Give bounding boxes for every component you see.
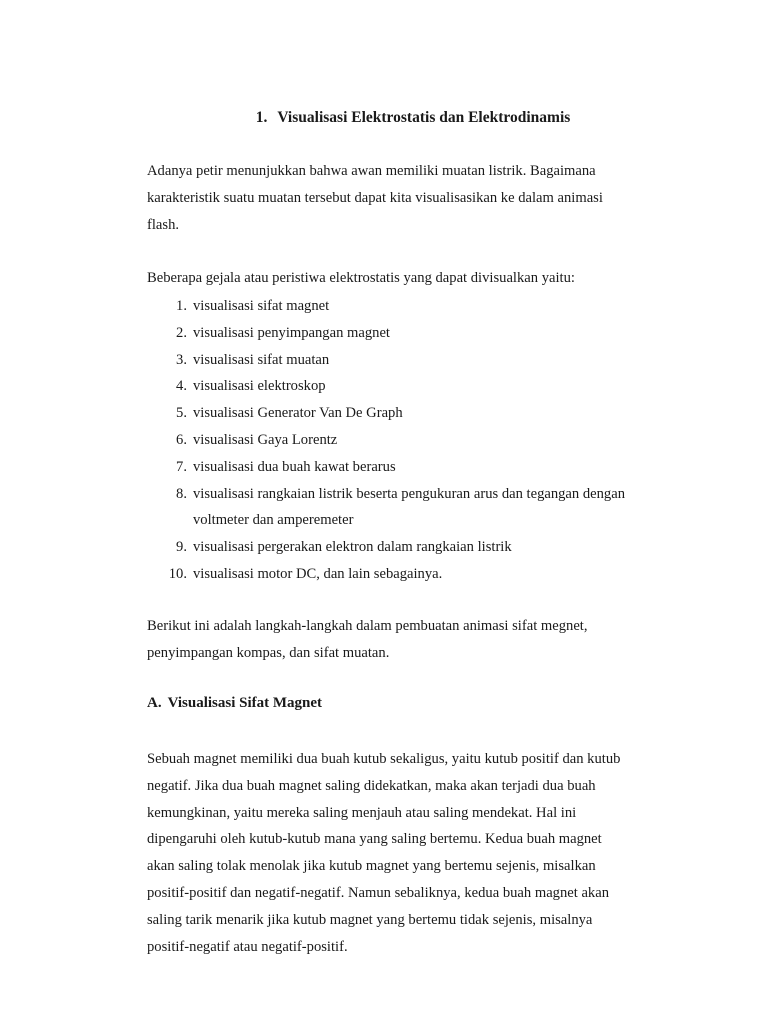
list-item-text: visualisasi dua buah kawat berarus [193, 458, 396, 475]
section-heading [0, 109, 768, 127]
text-line: karakteristik suatu muatan tersebut dapat kita visualisasikan ke dalam animasi [147, 189, 603, 206]
list-marker: 2. [176, 324, 187, 341]
text-line: Beberapa gejala atau peristiwa elektrostatis yang dapat divisualkan yaitu: [147, 270, 575, 286]
text-line: positif-negatif atau negatif-positif. [147, 938, 348, 955]
list-marker: 8. [176, 485, 187, 502]
list-marker: 1. [176, 298, 187, 314]
steps-intro-paragraph [147, 613, 667, 667]
text-line: akan saling tolak menolak jika kutub magnet yang bertemu sejenis, misalkan [147, 858, 596, 875]
list-item [147, 400, 687, 427]
list-marker: 4. [176, 378, 187, 395]
subsection-heading [147, 695, 322, 712]
text-line: kemungkinan, yaitu mereka saling menjauh atau saling mendekat. Hal ini [147, 804, 577, 821]
section-a-paragraph [147, 746, 667, 960]
subsection-title: Visualisasi Sifat Magnet [167, 695, 323, 711]
list-marker: 10. [168, 565, 187, 582]
list-item [147, 347, 687, 374]
list-item-text: visualisasi rangkaian listrik beserta pengukuran arus dan tegangan dengan [193, 485, 625, 502]
text-line: Adanya petir menunjukkan bahwa awan memiliki muatan listrik. Bagaimana [147, 163, 596, 179]
list-marker: 5. [176, 405, 187, 422]
list-item-text: voltmeter dan amperemeter [193, 512, 354, 529]
list-item [147, 481, 687, 535]
list-marker: 9. [176, 539, 187, 556]
text-line: flash. [147, 216, 180, 233]
list-marker: 7. [176, 458, 187, 475]
list-item-text: visualisasi sifat muatan [193, 351, 330, 368]
list-item-text: visualisasi Gaya Lorentz [193, 431, 338, 448]
text-line: negatif. Jika dua buah magnet saling didekatkan, maka akan terjadi dua buah [147, 777, 596, 794]
list-item [147, 454, 687, 481]
list-item [147, 427, 687, 454]
text-line: penyimpangan kompas, dan sifat muatan. [147, 644, 390, 661]
text-line: saling tarik menarik jika kutub magnet yang bertemu tidak sejenis, misalnya [147, 911, 593, 928]
list-item-text: visualisasi motor DC, dan lain sebagainya. [193, 565, 443, 582]
list-item [147, 534, 687, 561]
list-item [147, 293, 687, 320]
list-item-text: visualisasi penyimpangan magnet [193, 324, 390, 341]
heading-number: 1. [255, 109, 268, 126]
list-item-text: visualisasi pergerakan elektron dalam rangkaian listrik [193, 539, 512, 556]
visualization-list [147, 293, 687, 588]
text-line: Berikut ini adalah langkah-langkah dalam pembuatan animasi sifat megnet, [147, 618, 588, 634]
subsection-letter: A. [147, 695, 162, 711]
intro-paragraph [147, 158, 667, 238]
list-intro [147, 265, 667, 292]
list-item [147, 320, 687, 347]
text-line: dipengaruhi oleh kutub-kutub mana yang saling bertemu. Kedua buah magnet [147, 831, 602, 848]
list-item [147, 561, 687, 588]
text-line: positif-positif dan negatif-negatif. Namun sebaliknya, kedua buah magnet akan [147, 884, 609, 901]
list-marker: 3. [176, 351, 187, 368]
list-item [147, 373, 687, 400]
list-item-text: visualisasi elektroskop [193, 378, 326, 395]
heading-title: Visualisasi Elektrostatis dan Elektrodinamis [277, 109, 571, 126]
text-line: Sebuah magnet memiliki dua buah kutub sekaligus, yaitu kutub positif dan kutub [147, 751, 621, 767]
list-marker: 6. [176, 431, 187, 448]
list-item-text: visualisasi sifat magnet [193, 298, 330, 314]
list-item-text: visualisasi Generator Van De Graph [193, 405, 403, 422]
